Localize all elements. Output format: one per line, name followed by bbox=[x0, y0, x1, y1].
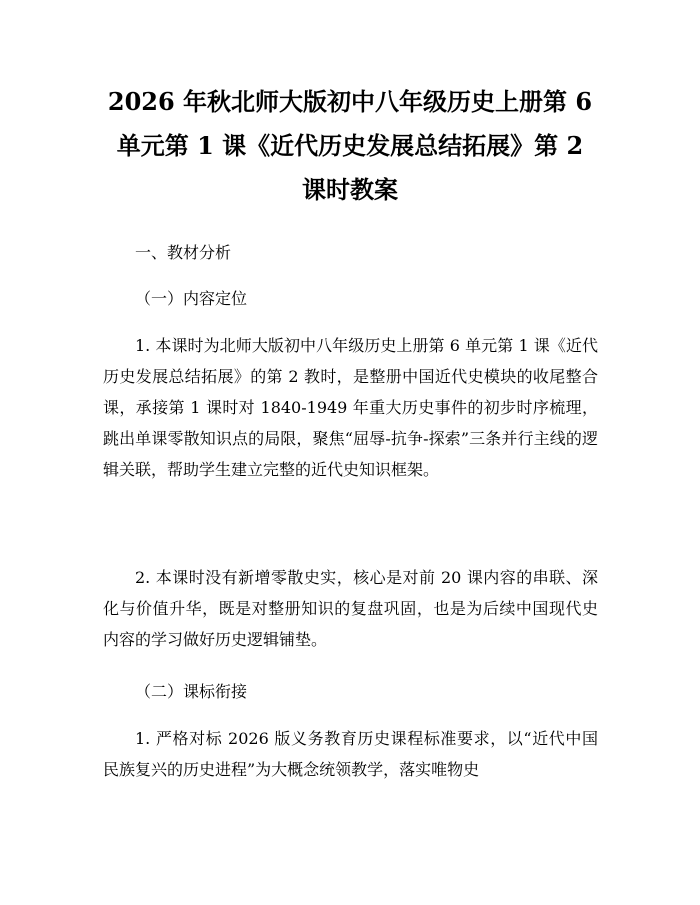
paragraph-2: 2. 本课时没有新增零散史实，核心是对前 20 课内容的串联、深化与价值升华，既是对整册知识的复盘巩固，也是为后续中国现代史内容的学习做好历史逻辑铺垫。 bbox=[103, 568, 598, 649]
paragraph-2-block bbox=[103, 562, 598, 655]
paragraph-3: 1. 严格对标 2026 版义务教育历史课程标准要求，以“近代中国民族复兴的历史进程”为大概念统领教学，落实唯物史 bbox=[103, 729, 598, 779]
paragraph-3-block bbox=[103, 723, 598, 785]
title-line-1: 2026 年秋北师大版初中八年级历史上册第 6 bbox=[107, 87, 593, 116]
title-line-3: 课时教案 bbox=[302, 175, 398, 204]
title-line-2: 单元第 1 课《近代历史发展总结拓展》第 2 bbox=[116, 131, 584, 160]
document-title bbox=[95, 80, 605, 212]
paragraph-1: 1. 本课时为北师大版初中八年级历史上册第 6 单元第 1 课《近代历史发展总结拓展》的第 2 教时，是整册中国近代史模块的收尾整合课，承接第 1 课时对 1840-1949 年重大历史事件的初步时序梳理，跳出单课零散知识点的局限，聚焦“屈辱-抗争-探索”三条并行主线的逻辑关联，帮助学生建立完整的近代史知识框架。 bbox=[103, 336, 598, 479]
section-heading-1: 一、教材分析 bbox=[135, 243, 232, 262]
subsection-heading-1: （一）内容定位 bbox=[135, 289, 248, 308]
subsection-heading-2: （二）课标衔接 bbox=[135, 682, 248, 701]
paragraph-1-block bbox=[103, 330, 598, 485]
